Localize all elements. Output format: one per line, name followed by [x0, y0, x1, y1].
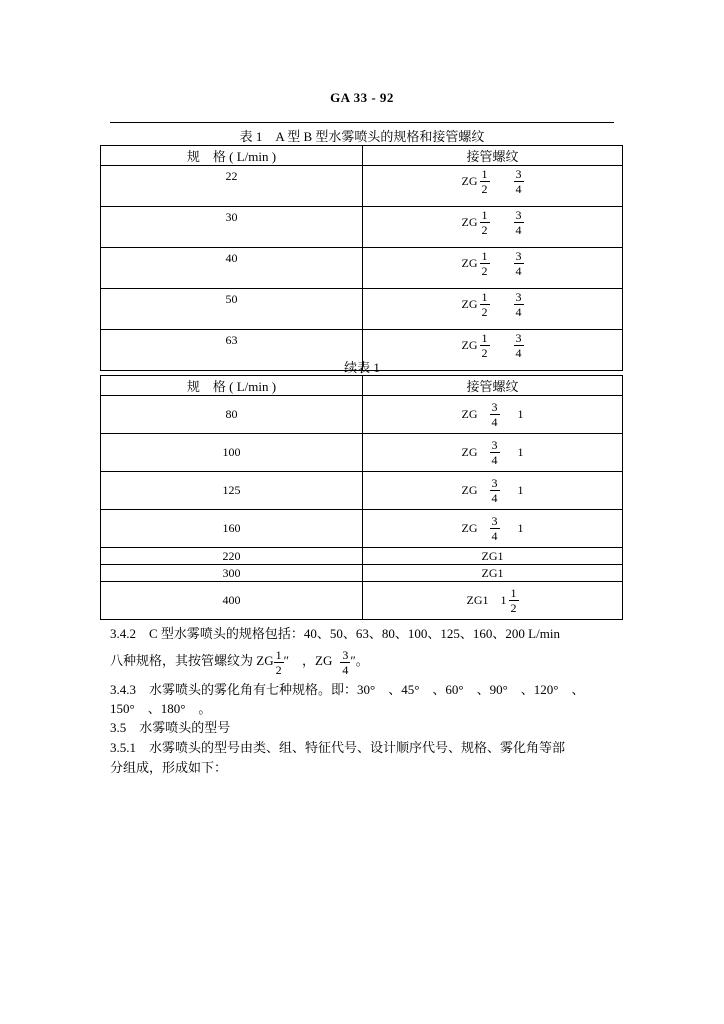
denominator: 4 — [342, 662, 349, 677]
denominator: 2 — [481, 264, 488, 278]
zg-label: ZG — [461, 521, 478, 535]
table-row — [101, 472, 623, 510]
denominator: 2 — [481, 223, 488, 237]
fraction — [490, 515, 500, 542]
spec-cell: 300 — [101, 565, 363, 582]
table1-col-spec: 规 格 ( L/min ) — [101, 146, 363, 166]
text-run: 八种规格，其按管螺纹为 ZG — [110, 653, 274, 668]
thread-cell — [363, 582, 623, 620]
table-row — [101, 434, 623, 472]
document-header: GA 33 - 92 — [330, 90, 394, 105]
numerator: 3 — [491, 400, 498, 414]
zg-label: ZG — [461, 215, 478, 229]
denominator: 2 — [481, 305, 488, 319]
zg-label: ZG — [461, 338, 478, 352]
table-row — [101, 396, 623, 434]
numerator: 3 — [515, 331, 522, 345]
fraction — [514, 250, 524, 277]
whole-number: 1 — [517, 521, 524, 535]
spec-cell: 30 — [101, 207, 363, 248]
text-run: ″。 — [350, 653, 369, 668]
denominator: 4 — [515, 264, 522, 278]
table2-header-row — [101, 376, 623, 396]
denominator: 4 — [491, 529, 498, 543]
thread-cell — [363, 289, 623, 330]
denominator: 4 — [515, 346, 522, 360]
fraction — [480, 168, 490, 195]
denominator: 4 — [491, 415, 498, 429]
table-row — [101, 248, 623, 289]
numerator: 1 — [481, 208, 488, 222]
fraction — [514, 291, 524, 318]
zg-label: ZG — [461, 256, 478, 270]
paragraph-3-5-1-line2: 分组成，形成如下： — [110, 760, 228, 775]
spec-cell: 100 — [101, 434, 363, 472]
table1-col-thread: 接管螺纹 — [363, 146, 623, 166]
fraction — [514, 209, 524, 236]
fraction — [480, 291, 490, 318]
table2-col-thread: 接管螺纹 — [363, 376, 623, 396]
fraction — [274, 649, 284, 676]
denominator: 2 — [510, 601, 517, 615]
header-rule — [110, 122, 614, 123]
numerator: 3 — [515, 167, 522, 181]
denominator: 2 — [481, 346, 488, 360]
thread-cell — [363, 166, 623, 207]
paragraph-3-4-2-line2 — [110, 645, 620, 677]
fraction — [340, 649, 350, 676]
numerator: 1 — [481, 167, 488, 181]
table1-caption: 表 1 A 型 B 型水雾喷头的规格和接管螺纹 — [239, 129, 485, 144]
spec-cell: 220 — [101, 548, 363, 565]
denominator: 2 — [481, 182, 488, 196]
numerator: 3 — [515, 249, 522, 263]
table-row — [101, 582, 623, 620]
zg-label: ZG1 — [466, 593, 489, 607]
numerator: 1 — [481, 290, 488, 304]
fraction — [490, 439, 500, 466]
numerator: 3 — [491, 438, 498, 452]
table-row — [101, 548, 623, 565]
fraction — [514, 332, 524, 359]
fraction — [480, 209, 490, 236]
fraction — [514, 168, 524, 195]
denominator: 2 — [275, 662, 282, 677]
table2 — [100, 375, 623, 620]
table-row — [101, 207, 623, 248]
thread-cell — [363, 248, 623, 289]
fraction — [509, 587, 519, 614]
numerator: 3 — [491, 514, 498, 528]
thread-cell: ZG1 — [363, 548, 623, 565]
spec-cell: 63 — [101, 330, 363, 371]
text-run: ″ ，ZG — [283, 653, 333, 668]
fraction — [490, 401, 500, 428]
table-row — [101, 166, 623, 207]
whole-number: 1 — [517, 407, 524, 421]
table1-header-row — [101, 146, 623, 166]
zg-label: ZG — [461, 174, 478, 188]
fraction — [490, 477, 500, 504]
spec-cell: 50 — [101, 289, 363, 330]
table-row — [101, 565, 623, 582]
thread-cell: ZG1 — [363, 565, 623, 582]
numerator: 3 — [515, 208, 522, 222]
table-row — [101, 510, 623, 548]
table2-col-spec: 规 格 ( L/min ) — [101, 376, 363, 396]
paragraph-3-4-3-line2: 150° 、180° 。 — [110, 701, 212, 716]
spec-cell: 80 — [101, 396, 363, 434]
paragraph-3-5-1-line1: 3.5.1 水雾喷头的型号由类、组、特征代号、设计顺序代号、规格、雾化角等部 — [110, 740, 566, 755]
spec-cell: 125 — [101, 472, 363, 510]
spec-cell: 40 — [101, 248, 363, 289]
section-3-5-heading: 3.5 水雾喷头的型号 — [110, 720, 231, 735]
denominator: 4 — [491, 453, 498, 467]
numerator: 1 — [481, 331, 488, 345]
numerator: 1 — [275, 647, 282, 662]
denominator: 4 — [515, 223, 522, 237]
table2-caption: 续表 1 — [344, 360, 380, 375]
paragraph-3-4-2-line1: 3.4.2 C 型水雾喷头的规格包括：40、50、63、80、100、125、160、200 L/min — [110, 626, 560, 641]
fraction — [480, 250, 490, 277]
zg-label: ZG — [461, 407, 478, 421]
spec-cell: 22 — [101, 166, 363, 207]
numerator: 3 — [491, 476, 498, 490]
table-row — [101, 289, 623, 330]
thread-cell — [363, 434, 623, 472]
denominator: 4 — [491, 491, 498, 505]
spec-cell: 160 — [101, 510, 363, 548]
fraction — [480, 332, 490, 359]
zg-label: ZG — [461, 297, 478, 311]
zg-label: ZG — [461, 483, 478, 497]
thread-cell — [363, 207, 623, 248]
numerator: 1 — [510, 586, 517, 600]
whole-number: 1 — [500, 593, 507, 607]
numerator: 3 — [515, 290, 522, 304]
spec-cell: 400 — [101, 582, 363, 620]
whole-number: 1 — [517, 445, 524, 459]
table1 — [100, 145, 623, 371]
thread-cell — [363, 472, 623, 510]
denominator: 4 — [515, 182, 522, 196]
whole-number: 1 — [517, 483, 524, 497]
numerator: 3 — [342, 647, 349, 662]
denominator: 4 — [515, 305, 522, 319]
numerator: 1 — [481, 249, 488, 263]
thread-cell — [363, 510, 623, 548]
paragraph-3-4-3-line1: 3.4.3 水雾喷头的雾化角有七种规格。即：30° 、45° 、60° 、90° 、120° 、 — [110, 682, 585, 697]
zg-label: ZG — [461, 445, 478, 459]
thread-cell — [363, 396, 623, 434]
